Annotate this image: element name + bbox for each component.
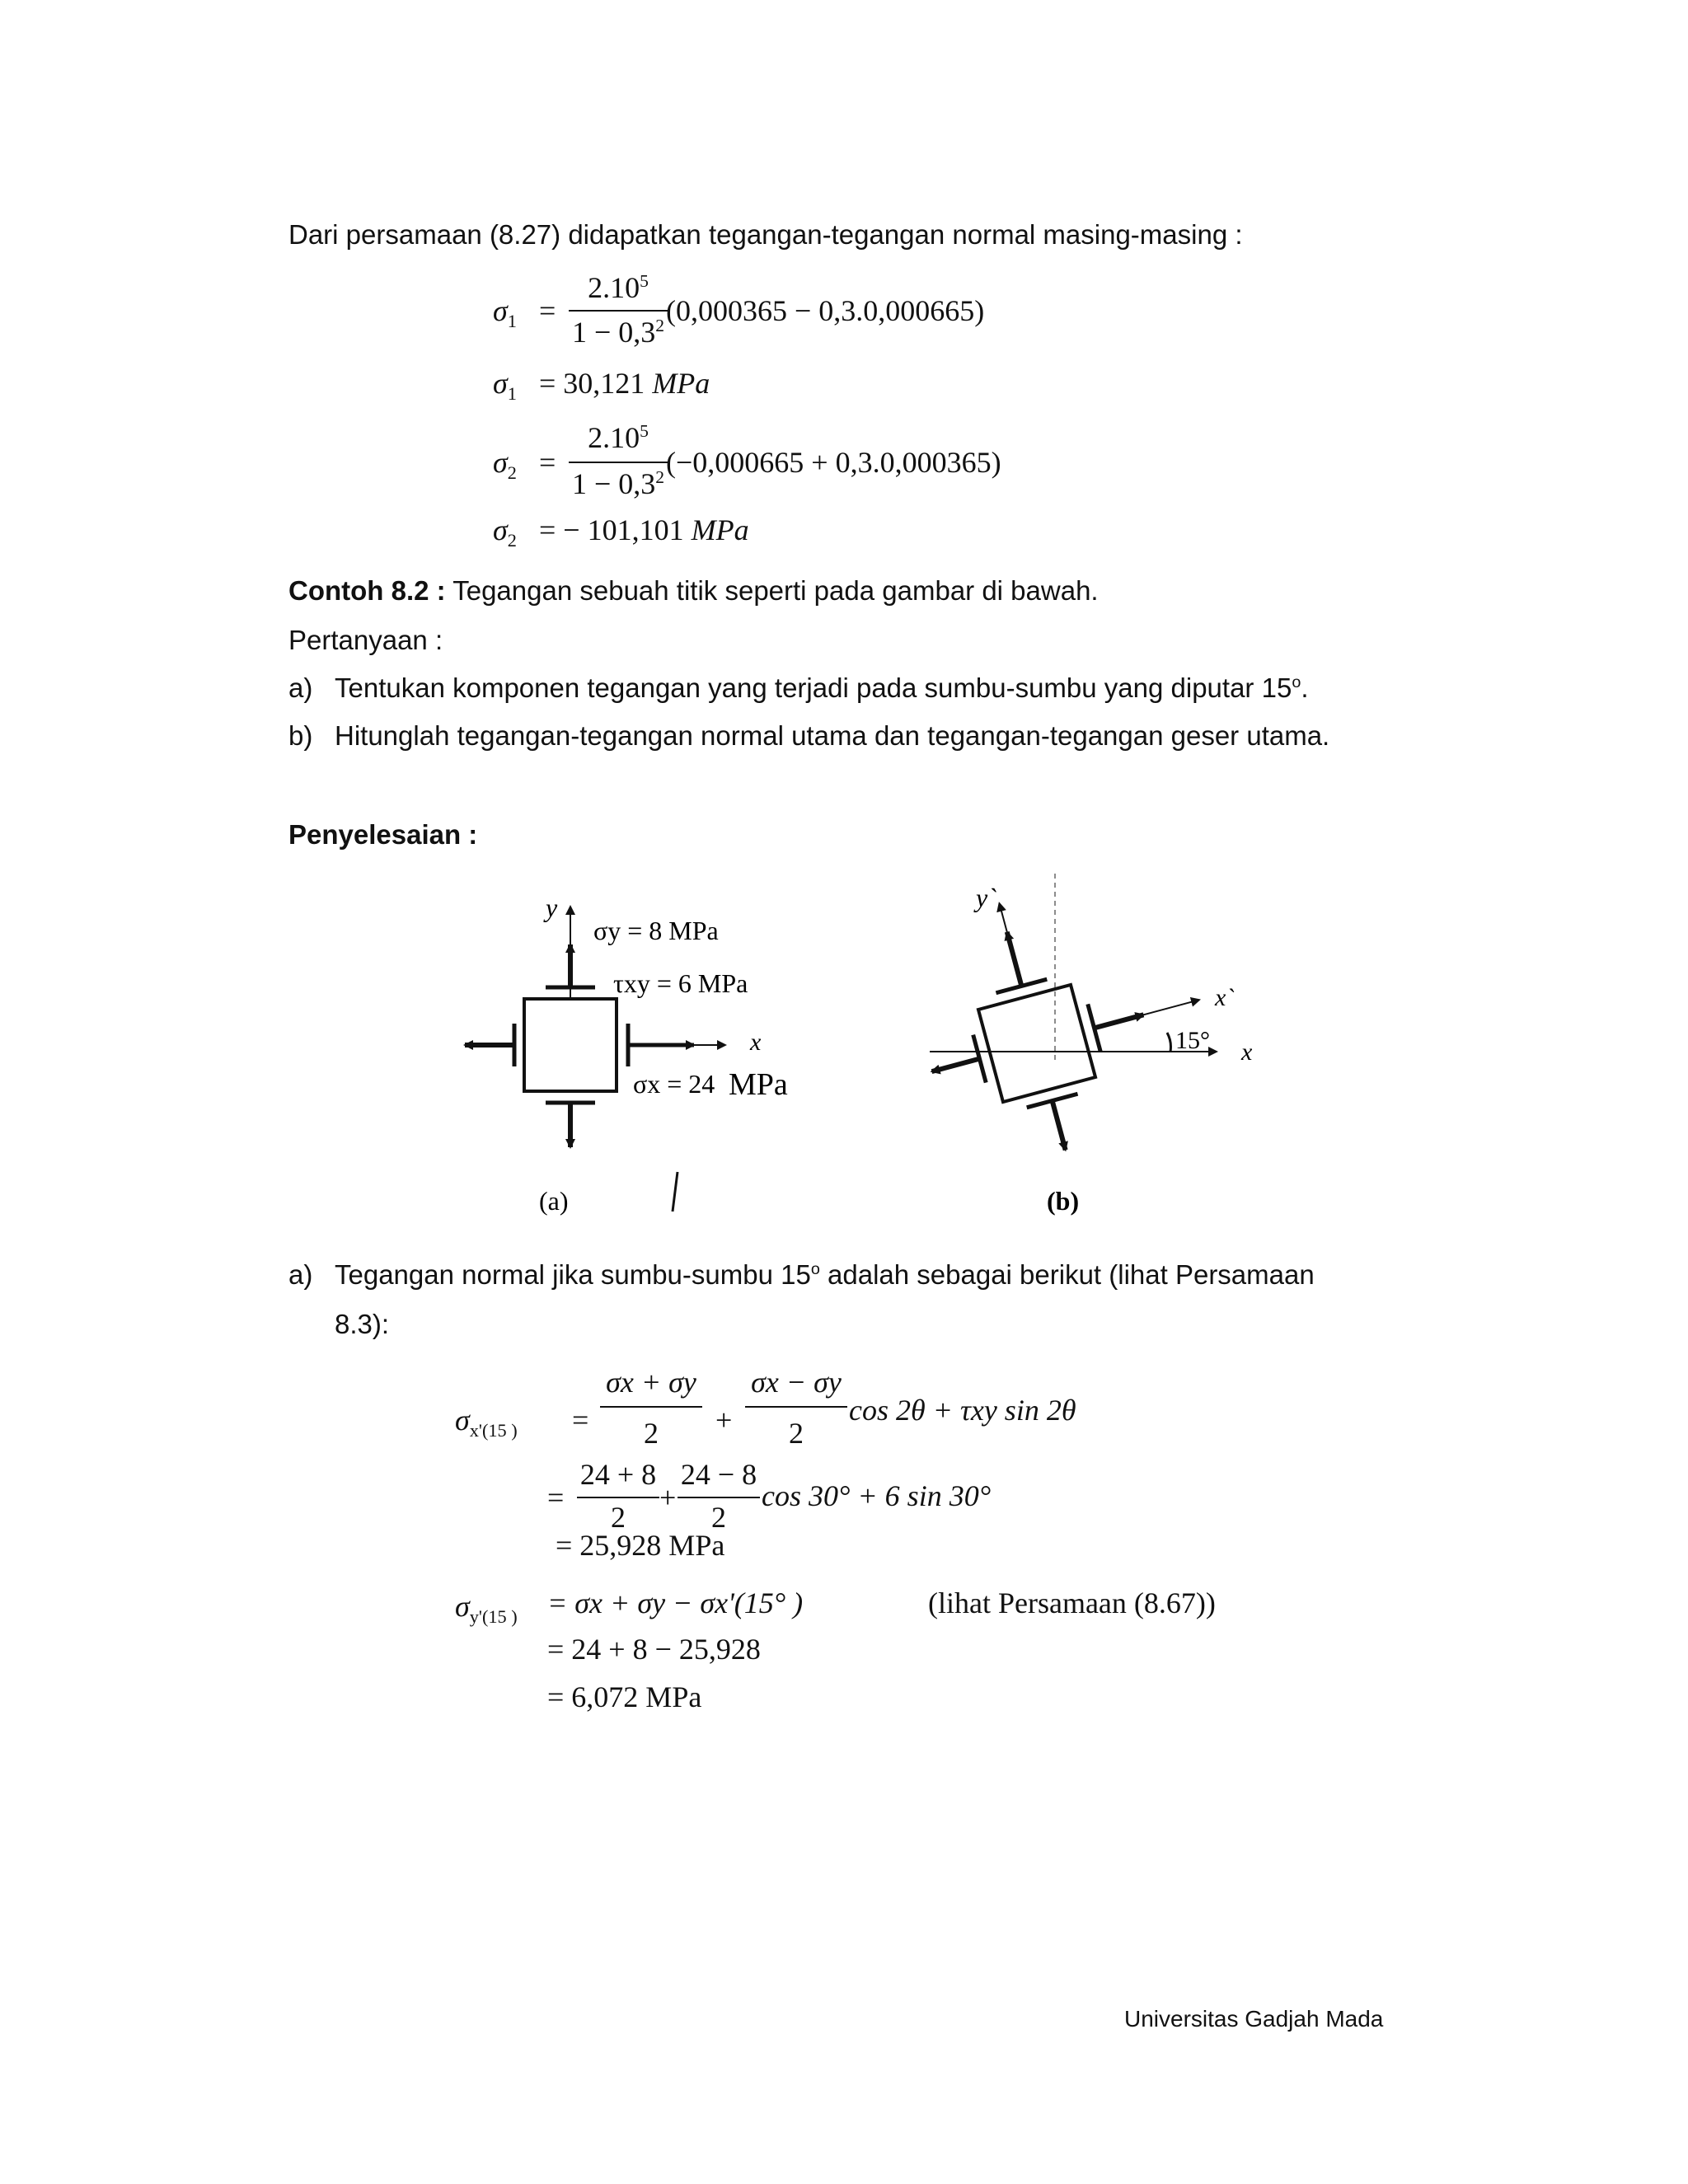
y-axis-label: y <box>546 893 558 922</box>
angle-arc <box>1167 1033 1170 1052</box>
calc-line-3: = 25,928 MPa <box>556 1529 725 1562</box>
calc-eq-sign-1: = <box>572 1404 589 1436</box>
calc-plus-1: + <box>715 1404 733 1436</box>
calc-f2-bar <box>745 1406 847 1408</box>
rotated-y-axis-arrow <box>999 903 1006 932</box>
rotated-sigma-y-bottom-arrow <box>1053 1101 1066 1151</box>
eq2-lhs: $\sigma_2$ <box>493 446 517 484</box>
calc-l2-a-num: 24 + 8 <box>579 1458 657 1491</box>
calc-plus-2: + <box>659 1481 677 1514</box>
eq2-fraction-bar <box>569 462 668 463</box>
calc-sy-lhs: $\sigma_{y'(15 )}$ <box>455 1590 518 1628</box>
tau-xy-label: τxy = 6 MPa <box>613 968 748 998</box>
calc-line-6: = 6,072 MPa <box>547 1680 702 1713</box>
calc-l2-rest: cos 30° + 6 sin 30° <box>762 1479 992 1512</box>
calc-f2-den: 2 <box>789 1417 804 1450</box>
question-item-a: a) Tentukan komponen tegangan yang terjadi pada sumbu-sumbu yang diputar 15$^o$. <box>288 673 1309 703</box>
calc-f2-num: σx − σy <box>751 1366 842 1399</box>
figure-b-caption: (b) <box>1047 1186 1080 1216</box>
stress-element-square <box>524 999 617 1091</box>
solution-heading: Penyelesaian : <box>288 819 478 850</box>
calc-rest-1: cos 2θ + τxy sin 2θ <box>849 1394 1076 1427</box>
figure-a-stress-element <box>445 882 874 1228</box>
calc-sx-lhs: $\sigma_{x'(15 )}$ <box>455 1404 518 1441</box>
example-heading: Contoh 8.2 : Tegangan sebuah titik seperti pada gambar di bawah. <box>288 575 1099 606</box>
sigma-x-unit-handwritten: MPa <box>729 1067 788 1102</box>
rotated-sigma-x-left-arrow <box>931 1059 979 1072</box>
calc-eq-sign-2: = <box>547 1481 565 1514</box>
rotated-square <box>978 985 1095 1102</box>
calc-sy-rhs: = σx + σy − σx'(15° ) <box>547 1586 804 1619</box>
sigma-x-label: σx = 24 <box>633 1069 715 1099</box>
sigma-y-label: σy = 8 MPa <box>593 916 719 945</box>
eq2-numerator: 2.10$^5$ <box>588 421 649 454</box>
eq1-result: = 30,121 MPa <box>539 367 710 400</box>
footer-university: Universitas Gadjah Mada <box>1124 2006 1384 2032</box>
calc-l2-a-bar <box>577 1497 659 1498</box>
rotated-x-axis-label: x` <box>1215 984 1235 1011</box>
calc-f1-bar <box>600 1406 702 1408</box>
calc-line-5: = 24 + 8 − 25,928 <box>547 1633 761 1666</box>
calc-l2-a-den: 2 <box>611 1501 626 1534</box>
eq2-result-lhs: $\sigma_2$ <box>493 513 517 551</box>
angle-label: 15° <box>1175 1027 1210 1054</box>
intro-text: Dari persamaan (8.27) didapatkan tegangan-tegangan normal masing-masing : <box>288 219 1243 250</box>
eq1-fraction-bar <box>569 310 668 312</box>
question-item-b: b) Hitunglah tegangan-tegangan normal utama dan tegangan-tegangan geser utama. <box>288 720 1330 751</box>
calc-sy-ref: (lihat Persamaan (8.67)) <box>928 1586 1216 1619</box>
eq2-denominator: $1 - 0,3^2$ <box>571 467 665 500</box>
figure-b-rotated-element <box>923 865 1319 1228</box>
calc-l2-b-bar <box>678 1497 760 1498</box>
calc-f1-num: σx + σy <box>606 1366 696 1399</box>
eq2-equals: = <box>539 446 556 479</box>
question-label: Pertanyaan : <box>288 625 443 655</box>
eq1-lhs: $\sigma_1$ <box>493 294 517 332</box>
eq1-denominator: $1 - 0,3^2$ <box>571 316 665 349</box>
x-axis-label: x <box>1241 1038 1253 1066</box>
rotated-y-axis-label: y` <box>976 883 996 912</box>
rotated-sigma-y-top-arrow <box>1007 932 1022 987</box>
eq1-numerator: 2.10$^5$ <box>588 271 649 304</box>
eq1-equals: = <box>539 294 556 327</box>
calc-l2-b-num: 24 − 8 <box>680 1458 757 1491</box>
figure-a-caption: (a) <box>539 1186 569 1216</box>
calc-l2-b-den: 2 <box>711 1501 726 1534</box>
calc-f1-den: 2 <box>644 1417 659 1450</box>
pen-mark <box>673 1172 678 1212</box>
x-axis-label: x <box>750 1029 762 1056</box>
eq1-result-lhs: $\sigma_1$ <box>493 367 517 405</box>
rotated-x-axis-arrow <box>1143 1000 1199 1015</box>
eq2-paren: (−0,000665 + 0,3.0,000365) <box>666 446 1001 479</box>
rotated-sigma-x-right-arrow <box>1095 1015 1144 1028</box>
part-a-line1: a) Tegangan normal jika sumbu-sumbu 15$^o$ adalah sebagai berikut (lihat Persamaan <box>288 1259 1315 1290</box>
eq2-result: = − 101,101 MPa <box>539 513 749 546</box>
eq1-paren: (0,000365 − 0,3.0,000665) <box>666 294 985 327</box>
part-a-line2: 8.3): <box>335 1309 390 1339</box>
